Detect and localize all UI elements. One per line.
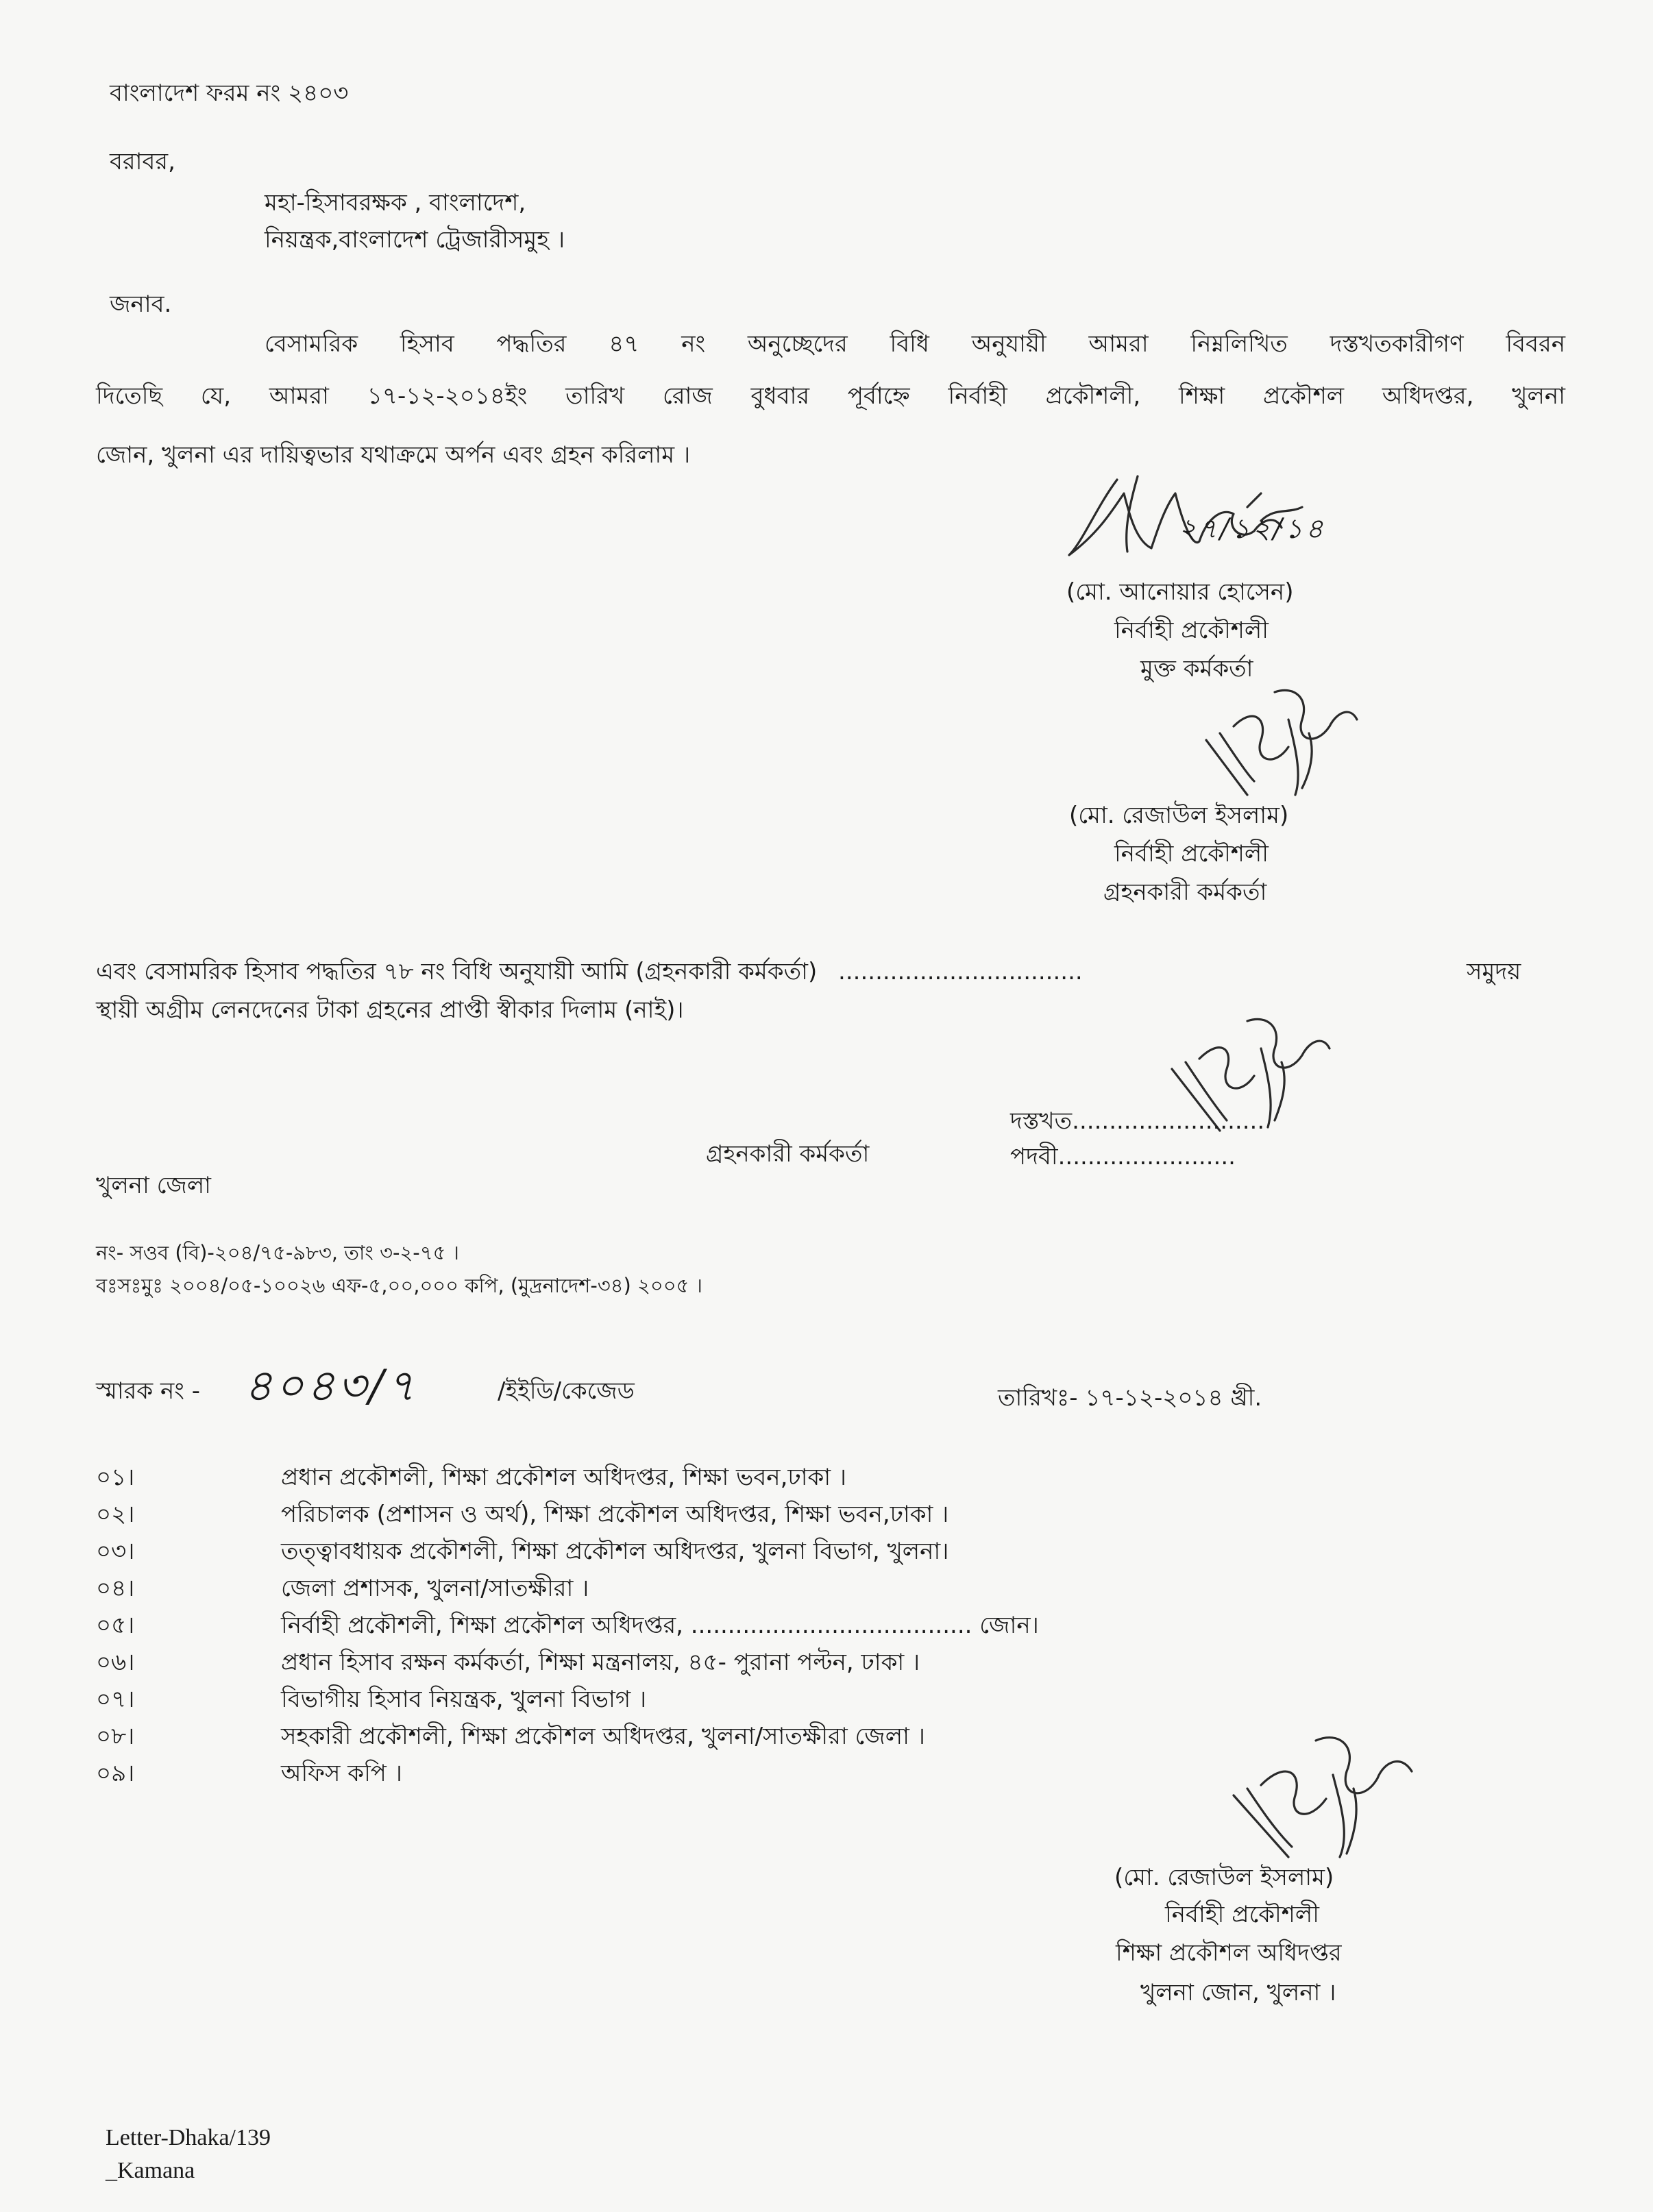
form-number: বাংলাদেশ ফরম নং ২৪০৩	[110, 79, 349, 107]
receiver-label: গ্রহনকারী কর্মকর্তা	[706, 1140, 870, 1168]
signatory-zone: খুলনা জোন, খুলনা ।	[1140, 1979, 1336, 2006]
salutation: জনাব.	[110, 291, 172, 318]
list-item-text: প্রধান হিসাব রক্ষন কর্মকর্তা, শিক্ষা মন্ত্রনালয়, ৪৫- পুরানা পল্টন, ঢাকা ।	[281, 1649, 920, 1676]
list-item-number: ০৩।	[96, 1538, 135, 1565]
list-item-number: ০৪।	[96, 1575, 135, 1602]
ref-note-2: বঃসঃমুঃ ২০০৪/০৫-১০০২৬ এফ-৫,০০,০০০ কপি, (মুদ্রনাদেশ-৩৪) ২০০৫ ।	[96, 1274, 703, 1297]
district: খুলনা জেলা	[96, 1172, 212, 1199]
receiving-officer-name: (মো. রেজাউল ইসলাম)	[1069, 802, 1289, 829]
footer-line-2: _Kamana	[106, 2158, 195, 2183]
advance-line-1-text: এবং বেসামরিক হিসাব পদ্ধতির ৭৮ নং বিধি অনুযায়ী আমি (গ্রহনকারী কর্মকর্তা)	[96, 958, 818, 985]
list-item	[96, 1646, 1398, 1683]
body-line-3: জোন, খুলনা এর দায়িত্বভার যথাক্রমে অর্পন এবং গ্রহন করিলাম ।	[96, 441, 691, 469]
advance-line-1	[96, 955, 1083, 988]
list-item-text: জেলা প্রশাসক, খুলনা/সাতক্ষীরা ।	[281, 1575, 589, 1602]
receiving-officer-signature	[1192, 678, 1371, 802]
list-item-number: ০৬।	[96, 1649, 135, 1676]
list-item-number: ০৭।	[96, 1686, 135, 1713]
list-item-text: প্রধান প্রকৌশলী, শিক্ষা প্রকৌশল অধিদপ্তর, শিক্ষা ভবন,ঢাকা ।	[281, 1464, 847, 1491]
signatory-office: শিক্ষা প্রকৌশল অধিদপ্তর	[1116, 1939, 1342, 1967]
advance-line-1-end: সমুদয়	[1467, 958, 1521, 985]
post-label: পদবী........................	[1010, 1143, 1236, 1170]
list-item	[96, 1461, 1398, 1498]
signatory-designation: নির্বাহী প্রকৌশলী	[1165, 1901, 1319, 1928]
sign-label: দস্তখত..........................	[1010, 1107, 1265, 1135]
distribution-list	[96, 1461, 1398, 1794]
memo-label: স্মারক নং -	[96, 1377, 200, 1405]
memo-number-handwritten: ৪০৪৩/৭	[244, 1361, 418, 1412]
list-item-number: ০২।	[96, 1501, 135, 1528]
addressee-line-2: নিয়ন্ত্রক,বাংলাদেশ ট্রেজারীসমুহ ।	[265, 226, 565, 254]
list-item	[96, 1609, 1398, 1646]
list-item	[96, 1720, 1398, 1757]
advance-line-1-dots: .................................	[838, 958, 1083, 985]
list-item-text: সহকারী প্রকৌশলী, শিক্ষা প্রকৌশল অধিদপ্তর, খুলনা/সাতক্ষীরা জেলা ।	[281, 1723, 925, 1750]
list-item	[96, 1498, 1398, 1535]
list-item-number: ০৮।	[96, 1723, 135, 1750]
list-item	[96, 1535, 1398, 1572]
relieved-officer-designation: নির্বাহী প্রকৌশলী	[1114, 617, 1269, 644]
memo-suffix: /ইইডি/কেজেড	[498, 1377, 635, 1405]
list-item-number: ০৫।	[96, 1612, 135, 1639]
list-item-text: অফিস কপি ।	[281, 1760, 402, 1787]
advance-line-2: স্থায়ী অগ্রীম লেনদেনের টাকা গ্রহনের প্রাপ্তী স্বীকার দিলাম (নাই)।	[96, 996, 684, 1024]
relieved-officer-name: (মো. আনোয়ার হোসেন)	[1066, 578, 1294, 606]
to-label: বরাবর,	[110, 148, 175, 175]
list-item-text: নির্বাহী প্রকৌশলী, শিক্ষা প্রকৌশল অধিদপ্তর, ...................................... জোন।	[281, 1612, 1039, 1639]
relieved-officer-role: মুক্ত কর্মকর্তা	[1140, 655, 1253, 683]
list-item-text: বিভাগীয় হিসাব নিয়ন্ত্রক, খুলনা বিভাগ ।	[281, 1686, 647, 1713]
list-item-text: তত্ত্বাবধায়ক প্রকৌশলী, শিক্ষা প্রকৌশল অধিদপ্তর, খুলনা বিভাগ, খুলনা।	[281, 1538, 949, 1565]
ref-note-1: নং- সওব (বি)-২০৪/৭৫-৯৮৩, তাং ৩-২-৭৫ ।	[96, 1241, 460, 1264]
receiving-officer-role: গ্রহনকারী কর্মকর্তা	[1103, 878, 1267, 906]
addressee-line-1: মহা-হিসাবরক্ষক , বাংলাদেশ,	[265, 189, 526, 217]
list-item-text: পরিচালক (প্রশাসন ও অর্থ), শিক্ষা প্রকৌশল অধিদপ্তর, শিক্ষা ভবন,ঢাকা ।	[281, 1501, 949, 1528]
body-line-1: বেসামরিক হিসাব পদ্ধতির ৪৭ নং অনুচ্ছেদের বিধি অনুযায়ী আমরা নিম্নলিখিত দস্তখতকারীগণ বিবরন	[265, 330, 1565, 358]
signatory-signature	[1206, 1713, 1432, 1864]
signatory-name: (মো. রেজাউল ইসলাম)	[1114, 1864, 1334, 1891]
memo-date: তারিখঃ- ১৭-১২-২০১৪ খ্রী.	[998, 1384, 1262, 1412]
list-item	[96, 1572, 1398, 1609]
body-line-2: দিতেছি যে, আমরা ১৭-১২-২০১৪ইং তারিখ রোজ বুধবার পূর্বাহ্নে নির্বাহী প্রকৌশলী, শিক্ষা প্রকৌশল অধিদপ্তর, খুলনা	[96, 382, 1565, 410]
list-item-number: ০১।	[96, 1464, 135, 1491]
list-item	[96, 1757, 1398, 1794]
list-item	[96, 1683, 1398, 1720]
receiving-officer-designation: নির্বাহী প্রকৌশলী	[1114, 840, 1269, 868]
footer-line-1: Letter-Dhaka/139	[106, 2125, 271, 2150]
signature-date: ২৭/১২/১৪	[1179, 513, 1326, 545]
list-item-number: ০৯।	[96, 1760, 135, 1787]
